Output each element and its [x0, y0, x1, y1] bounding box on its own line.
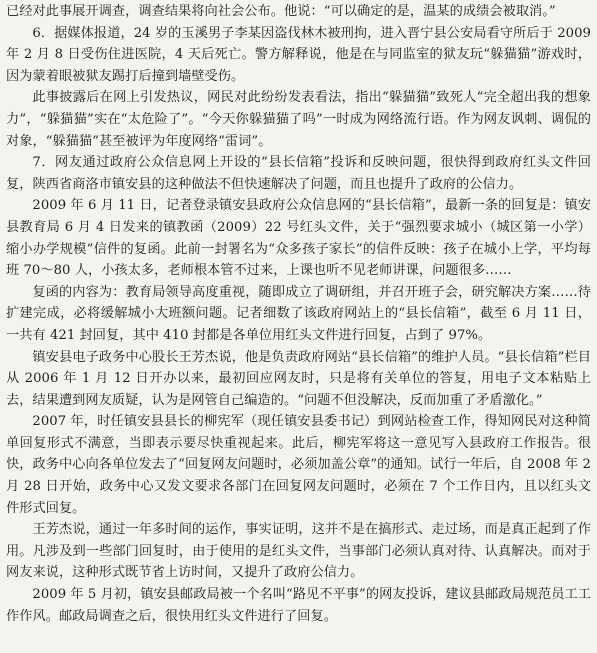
paragraph-8: 2007 年，时任镇安县县长的柳宪军（现任镇安县委书记）到网站检查工作，得知网民对这种简单回复形式不满意，当即表示要尽快重视起来。此后，柳宪军将这一意见写入县政府工作报告。很快，政务中心向各单位发去了“回复网友问题时，必须加盖公章”的通知。试行一年后，自 2008 年 2 月 28 日开始，政务中心又发文要求各部门在回复网友问题时，必须在 7 个工作日内，且以红头文件形式回复。	[6, 414, 591, 516]
paragraph-4: 7．网友通过政府公众信息网上开设的“县长信箱”投诉和反映问题，很快得到政府红头文件回复，陕西省商洛市镇安县的这种做法不但快速解决了问题，而且也提升了政府的公信力。	[6, 155, 591, 192]
paragraph-5: 2009 年 6 月 11 日，记者登录镇安县政府公众信息网的“县长信箱”，最新一条的回复是：镇安县教育局 6 月 4 日发来的镇教函（2009）22 号红头文件，关于“强烈要求城小（城区第一小学）缩小办学规模”信件的复函。此前一封署名为“众多孩子家长”的信件反映：孩子在城小上学，平均每班 70～80 人，小孩太多，老师根本管不过来，上课也听不见老师讲课，问题很多……	[6, 198, 591, 279]
paragraph-3: 此事披露后在网上引发热议，网民对此纷纷发表看法，指出“躲猫猫”致死人“完全超出我的想象力”，“躲猫猫”实在“太危险了”。“今天你躲猫猫了吗”一时成为网络流行语。作为网友讽刺、调侃的对象，“躲猫猫”甚至被评为年度网络“雷词”。	[6, 90, 591, 149]
paragraph-2: 6．据媒体报道，24 岁的玉溪男子李某因盗伐林木被刑拘，进入晋宁县公安局看守所后于 2009 年 2 月 8 日受伤住进医院，4 天后死亡。警方解释说，他是在与同监室的狱友玩“躲猫猫”游戏时，因为蒙着眼被狱友踢打后撞到墙壁受伤。	[6, 25, 591, 84]
paragraph-9: 王芳杰说，通过一年多时间的运作，事实证明，这并不是在搞形式、走过场，而是真正起到了作用。凡涉及到一些部门回复时，由于使用的是红头文件，当事部门必须认真对待、认真解决。而对于网友来说，这种形式既节省上访时间，又提升了政府公信力。	[6, 522, 591, 581]
paragraph-7: 镇安县电子政务中心股长王芳杰说，他是负责政府网站“县长信箱”的维护人员。“县长信箱”栏目从 2006 年 1 月 12 日开办以来，最初回应网友时，只是将有关单位的答复，用电子文本粘贴上去，结果遭到网友质疑，认为是网管自己编造的。“问题不但没解决，反而加重了矛盾激化。”	[6, 349, 591, 408]
document-page	[0, 1, 597, 653]
paragraph-1: 已经对此事展开调查，调查结果将向社会公布。他说：“可以确定的是，温某的成绩会被取消。”	[6, 4, 556, 19]
paragraph-10: 2009 年 5 月初，镇安县邮政局被一个名叫“路见不平事”的网友投诉，建议县邮政局规范员工工作作风。邮政局调查之后，很快用红头文件进行了回复。	[6, 587, 591, 624]
paragraph-6: 复函的内容为：教育局领导高度重视，随即成立了调研组，并召开班子会，研究解决方案……待扩建完成，必将缓解城小大班额问题。记者细数了该政府网站上的“县长信箱”，截至 6 月 11 日，一共有 421 封回复，其中 410 封都是各单位用红头文件进行回复，占到了 97%。	[6, 284, 591, 343]
